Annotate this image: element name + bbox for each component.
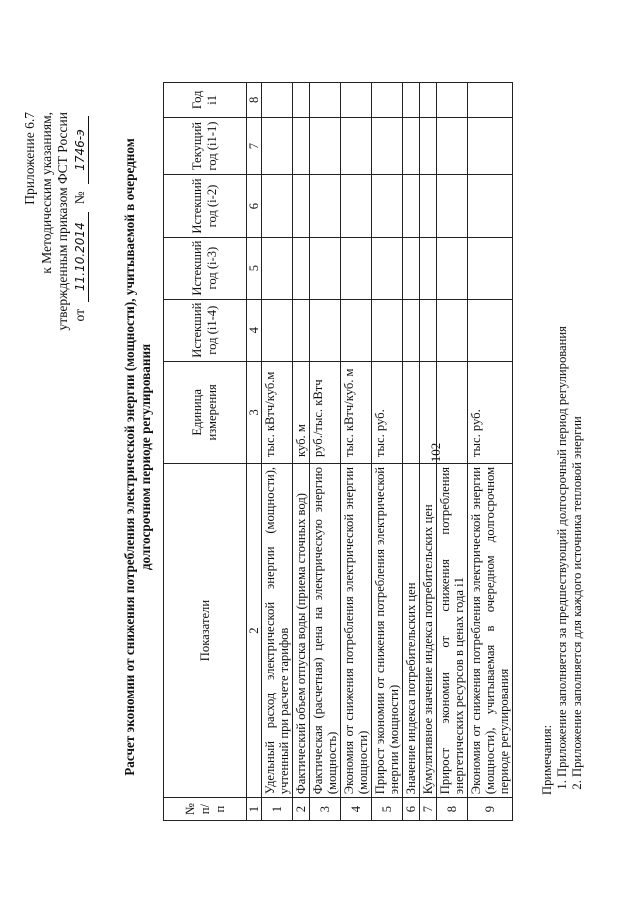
order-date: 11.10.2014 [72,212,90,302]
column-number: 8 [247,83,262,118]
appendix-date-line [72,112,90,472]
row-number: 5 [372,798,403,821]
value-cell [403,175,420,237]
value-cell [341,117,372,175]
value-cell [372,117,403,175]
value-cell [293,299,310,361]
value-cell [310,299,341,361]
document-title: Расчет экономии от снижения потребления электрической энергии (мощности), учитываемой в очередном долгосрочном периоде регулирования [122,138,153,776]
note-item: 1. Приложение заполняется за предшествующий долгосрочный период регулирования [555,326,570,777]
value-cell [403,83,420,118]
notes [540,326,585,795]
header-cell: Истекший год (i1-4) [164,299,247,361]
header-cell: № п/п [164,798,247,821]
value-cell [372,299,403,361]
row-number: 4 [341,798,372,821]
column-number: 4 [247,299,262,361]
row-number: 6 [403,798,420,821]
value-cell [403,117,420,175]
appendix-header [22,112,89,472]
value-cell [468,83,513,118]
row-indicator: Прирост экономии от снижения потребления энергетических ресурсов в ценах года i1 [437,463,468,797]
row-number: 1 [262,798,293,821]
number-label: № [71,191,87,205]
row-indicator: Фактическая (расчетная) цена на электрическую энергию (мощность) [310,463,341,797]
appendix-label: Приложение 6.7 [22,112,37,205]
value-cell [372,83,403,118]
value-cell [293,83,310,118]
row-indicator: Экономия от снижения потребления электрической энергии (мощности) [341,463,372,797]
column-number: 2 [247,463,262,797]
value-cell [468,299,513,361]
row-unit: куб. м [293,361,310,463]
value-cell [262,299,293,361]
page-number: 102 [428,442,443,463]
value-cell [262,117,293,175]
column-number-row [247,83,262,821]
table-row [293,83,310,821]
notes-list [555,326,585,795]
row-number: 2 [293,798,310,821]
header-cell: Истекший год (i-2) [164,175,247,237]
row-number: 8 [437,798,468,821]
row-indicator: Фактический объем отпуска воды (приема сточных вод) [293,463,310,797]
note-item: 2. Приложение заполняется для каждого источника тепловой энергии [570,326,585,777]
column-number: 6 [247,175,262,237]
row-unit: тыс. руб. [372,361,403,463]
value-cell [341,237,372,299]
row-number: 9 [468,798,513,821]
header-cell: Текущий год (i1-1) [164,117,247,175]
header-cell: Единица измерения [164,361,247,463]
header-cell: Показатели [164,463,247,797]
column-number: 5 [247,237,262,299]
value-cell [310,175,341,237]
row-indicator: Значение индекса потребительских цен [403,463,420,797]
table-row [341,83,372,821]
savings-table [163,82,513,821]
value-cell [468,237,513,299]
header-cell: Истекший год (i-3) [164,237,247,299]
appendix-line-1: к Методическим указаниям, [38,112,54,274]
value-cell [310,117,341,175]
value-cell [310,237,341,299]
value-cell [310,83,341,118]
order-number: 1746-э [72,116,90,184]
table-header-row [164,83,247,821]
row-indicator: Прирост экономии от снижения потребления электрической энергии (мощности) [372,463,403,797]
row-unit: тыс. кВтч/куб.м [262,361,293,463]
column-number: 7 [247,117,262,175]
row-number: 3 [310,798,341,821]
header-cell: Год i1 [164,83,247,118]
value-cell [293,237,310,299]
row-unit: тыс. руб. [468,361,513,463]
from-label: от [71,309,87,322]
row-unit: тыс. кВтч/куб. м [341,361,372,463]
value-cell [262,237,293,299]
value-cell [372,175,403,237]
row-unit [403,361,420,463]
value-cell [372,237,403,299]
table-row [372,83,403,821]
value-cell [293,117,310,175]
row-indicator: Кумулятивное значение индекса потребительских цен [420,463,437,797]
value-cell [341,299,372,361]
value-cell [468,175,513,237]
value-cell [341,83,372,118]
row-unit: руб./тыс. кВтч [310,361,341,463]
column-number: 1 [247,798,262,821]
value-cell [403,237,420,299]
notes-heading: Примечания: [540,724,554,795]
row-indicator: Удельный расход электрической энергии (мощности), учтенный при расчете тарифов [262,463,293,797]
value-cell [403,299,420,361]
appendix-line-2: утвержденным приказом ФСТ России [55,112,70,331]
table-row [310,83,341,821]
column-number: 3 [247,361,262,463]
row-number: 7 [420,798,437,821]
value-cell [262,175,293,237]
row-indicator: Экономия от снижения потребления электрической энергии (мощности), учитываемая в очередном долгосрочном периоде регулирования [468,463,513,797]
table-row [468,83,513,821]
table-row [403,83,420,821]
value-cell [468,117,513,175]
value-cell [293,175,310,237]
table-row [262,83,293,821]
value-cell [262,83,293,118]
value-cell [341,175,372,237]
